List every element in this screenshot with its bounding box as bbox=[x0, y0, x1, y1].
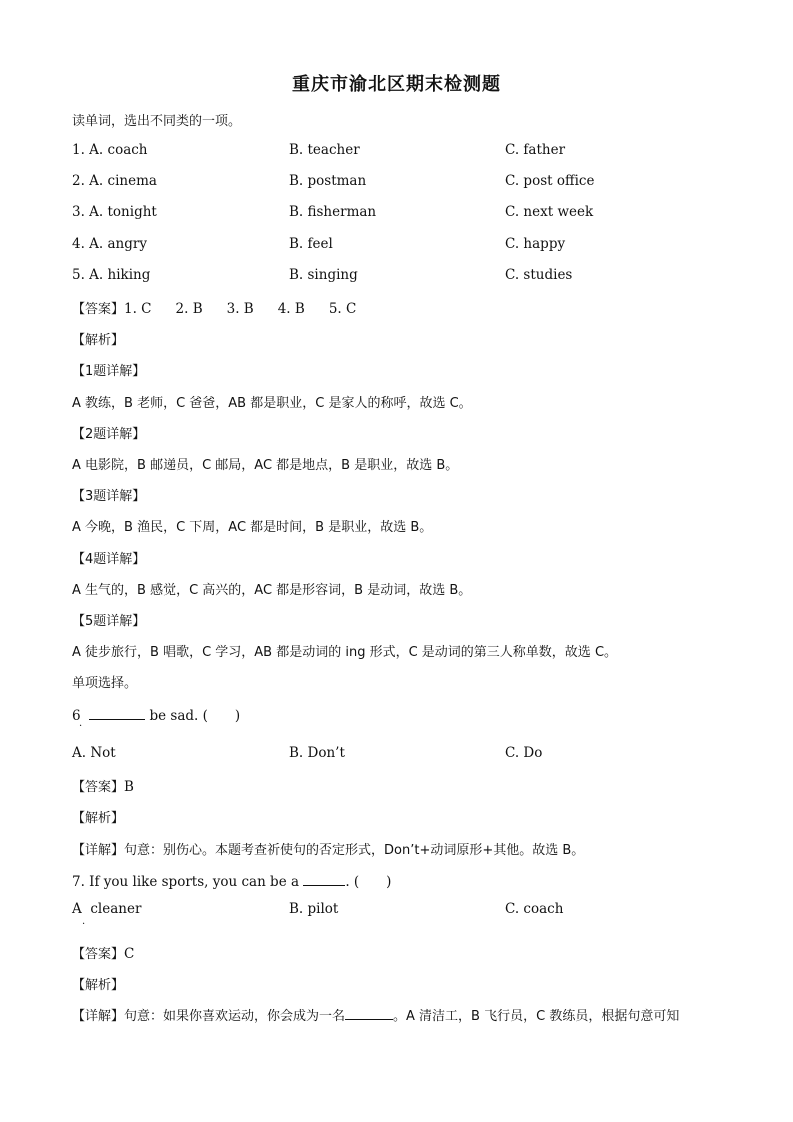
q1-option-b: B. teacher bbox=[289, 142, 360, 158]
q4-option-b: B. feel bbox=[289, 236, 333, 252]
detail-4-text: A 生气的，B 感觉，C 高兴的，AC 都是形容词，B 是动词，故选 B。 bbox=[72, 583, 472, 598]
detail-2-text: A 电影院，B 邮递员，C 邮局，AC 都是地点，B 是职业，故选 B。 bbox=[72, 458, 459, 473]
detail-5-text: A 徒步旅行，B 唱歌，C 学习，AB 都是动词的 ing 形式，C 是动词的第三人称单数，故选 C。 bbox=[72, 645, 618, 660]
answer-2: 2. B bbox=[175, 301, 203, 317]
q4-option-a: 4. A. angry bbox=[72, 236, 147, 252]
q7-stem-after: . ( ) bbox=[345, 874, 392, 890]
q7-detail-blank bbox=[345, 1007, 393, 1020]
q7-option-a-letter: A bbox=[72, 901, 82, 917]
q7-option-a bbox=[72, 901, 141, 917]
document-page: 重庆市渝北区期末检测题 读单词，选出不同类的一项。 1. A. coach B. teacher C. father 2. A. cinema B. postman C. post office 3. A. tonight B. fisherman C. next week 4. A. angry B. feel C. happy 5. A. hiking B. singing C. studies 【答案】1. C 2. B 3. B 4. B 5. C 【解析】 【1题详解】 A 教练，B 老师，C 爸爸，AB 都是职业，C 是家人的称呼，故选 C。 【2题详解】 A 电影院，B 邮递员，C 邮局，AC 都是地点，B 是职业，故选 B。 【3题详解】 A 今晚，B 渔民，C 下周，AC 都是时间，B 是职业，故选 B。 【4题详解】 A 生气的，B 感觉，C 高兴的，AC 都是形容词，B 是动词，故选 B。 【5题详解】 A 徒步旅行，B 唱歌，C 学习，AB 都是动词的 ing 形式，C 是动词的第三人称单数，故选 C。 单项选择。 6 be sad. ( ) . A. Not B. Don’t C. Do 【答案】B 【解析】 【详解】句意：别伤心。本题考查祈使句的否定形式，Don’t+动词原形+其他。故选 B。 7. If you like sports, you can be a . ( ) A cleaner . B. pilot C. coach 【答案】C 【解析】 【详解】句意：如果你喜欢运动，你会成为一名 。A 清洁工，B 飞行员，C 教练员，根据句意可知 bbox=[0, 0, 793, 1122]
detail-4-heading: 【4题详解】 bbox=[72, 552, 146, 567]
detail-1-text: A 教练，B 老师，C 爸爸，AB 都是职业，C 是家人的称呼，故选 C。 bbox=[72, 396, 472, 411]
detail-3-text: A 今晚，B 渔民，C 下周，AC 都是时间，B 是职业，故选 B。 bbox=[72, 520, 433, 535]
q2-option-c: C. post office bbox=[505, 173, 595, 189]
q6-stem-text: be sad. ( ) bbox=[149, 708, 241, 724]
answer-5: 5. C bbox=[328, 301, 357, 317]
detail-5-heading: 【5题详解】 bbox=[72, 614, 146, 629]
q1-option-a: 1. A. coach bbox=[72, 142, 148, 158]
q6-answer: B bbox=[124, 779, 134, 795]
page-title: 重庆市渝北区期末检测题 bbox=[292, 74, 501, 95]
q1-option-c: C. father bbox=[505, 142, 566, 158]
q7-option-a-text: cleaner bbox=[90, 901, 142, 917]
detail-label: 【详解】 bbox=[72, 1009, 125, 1024]
q7-stem-before: 7. If you like sports, you can be a bbox=[72, 874, 300, 890]
answer-label: 【答案】 bbox=[72, 302, 125, 317]
q7-detail-after: 。A 清洁工，B 飞行员，C 教练员，根据句意可知 bbox=[393, 1009, 680, 1024]
q5-option-c: C. studies bbox=[505, 267, 573, 283]
q6-detail-line bbox=[72, 839, 584, 858]
q6-analysis-label: 【解析】 bbox=[72, 811, 125, 826]
q6-answer-line bbox=[72, 776, 134, 795]
q3-option-a: 3. A. tonight bbox=[72, 204, 157, 220]
q6-option-c: C. Do bbox=[505, 745, 543, 761]
answer-1: 1. C bbox=[124, 301, 152, 317]
q6-number: 6 bbox=[72, 708, 81, 724]
detail-3-heading: 【3题详解】 bbox=[72, 489, 146, 504]
analysis-label: 【解析】 bbox=[72, 333, 125, 348]
q2-option-a: 2. A. cinema bbox=[72, 173, 157, 189]
q6-detail-text: 句意：别伤心。本题考查祈使句的否定形式，Don’t+动词原形+其他。故选 B。 bbox=[124, 843, 585, 858]
q6-option-a: A. Not bbox=[72, 745, 116, 761]
q7-analysis-label: 【解析】 bbox=[72, 978, 125, 993]
q6-blank bbox=[89, 707, 145, 720]
q3-option-b: B. fisherman bbox=[289, 204, 377, 220]
section1-heading: 读单词，选出不同类的一项。 bbox=[72, 114, 242, 129]
q6-option-b: B. Don’t bbox=[289, 745, 345, 761]
question-7-stem bbox=[72, 870, 391, 890]
answer-label: 【答案】 bbox=[72, 947, 125, 962]
answer-3: 3. B bbox=[226, 301, 254, 317]
answer-label: 【答案】 bbox=[72, 780, 125, 795]
q7-detail-before: 句意：如果你喜欢运动，你会成为一名 bbox=[124, 1009, 346, 1024]
detail-label: 【详解】 bbox=[72, 843, 125, 858]
q7-option-c: C. coach bbox=[505, 901, 564, 917]
q7-answer: C bbox=[124, 946, 135, 962]
section2-heading: 单项选择。 bbox=[72, 676, 138, 691]
q2-option-b: B. postman bbox=[289, 173, 367, 189]
q7-detail-line bbox=[72, 1005, 679, 1024]
q7-option-b: B. pilot bbox=[289, 901, 339, 917]
q3-option-c: C. next week bbox=[505, 204, 594, 220]
q4-option-c: C. happy bbox=[505, 236, 566, 252]
detail-1-heading: 【1题详解】 bbox=[72, 364, 146, 379]
detail-2-heading: 【2题详解】 bbox=[72, 427, 146, 442]
q5-option-b: B. singing bbox=[289, 267, 358, 283]
answer-4: 4. B bbox=[277, 301, 305, 317]
q7-blank bbox=[303, 873, 345, 886]
q5-option-a: 5. A. hiking bbox=[72, 267, 151, 283]
q7-answer-line bbox=[72, 943, 134, 962]
question-6-stem bbox=[72, 704, 240, 724]
answer-line-1-5 bbox=[72, 298, 356, 317]
